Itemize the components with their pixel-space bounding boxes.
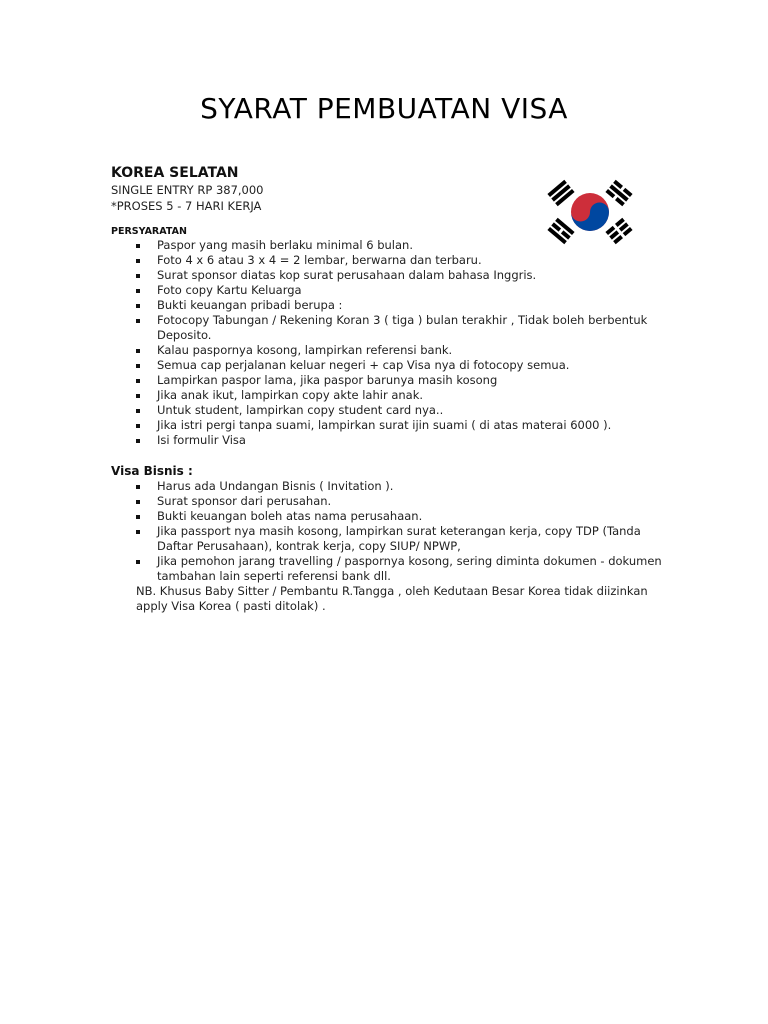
bullet-icon: [136, 379, 140, 383]
list-item-text: Surat sponsor diatas kop surat perusahaan dalam bahasa Inggris.: [157, 268, 537, 282]
list-item-text: Bukti keuangan pribadi berupa :: [157, 298, 343, 312]
bullet-icon: [136, 515, 140, 519]
bullet-icon: [136, 244, 140, 248]
list-item-text: Surat sponsor dari perusahan.: [157, 494, 332, 508]
list-item: [136, 554, 676, 584]
list-item: [136, 403, 676, 418]
taeguk-symbol: [571, 193, 609, 231]
bullet-icon: [136, 500, 140, 504]
bullet-icon: [136, 394, 140, 398]
trigram-geon: [547, 180, 574, 206]
list-item-text: Semua cap perjalanan keluar negeri + cap Visa nya di fotocopy semua.: [157, 358, 570, 372]
list-item: [136, 268, 676, 283]
price-line: SINGLE ENTRY RP 387,000: [111, 183, 264, 197]
business-visa-heading: Visa Bisnis :: [111, 464, 193, 478]
bullet-icon: [136, 439, 140, 443]
trigram-gam: [605, 180, 632, 206]
list-item: [136, 238, 676, 253]
bullet-icon: [136, 530, 140, 534]
list-item-text: Isi formulir Visa: [157, 433, 246, 447]
list-item: [136, 418, 676, 433]
list-item-text: Jika passport nya masih kosong, lampirkan surat keterangan kerja, copy TDP (Tanda Daftar Perusahaan), kontrak kerja, copy SIUP/ NPWP,: [157, 524, 641, 553]
list-item: [136, 253, 676, 268]
list-item: [136, 343, 676, 358]
bullet-icon: [136, 304, 140, 308]
bullet-icon: [136, 259, 140, 263]
list-item: [136, 433, 676, 448]
document-title: SYARAT PEMBUATAN VISA: [200, 92, 568, 125]
list-item-text: Paspor yang masih berlaku minimal 6 bulan.: [157, 238, 413, 252]
list-item: [136, 283, 676, 298]
business-requirements-list: [136, 479, 676, 584]
list-item-text: Foto 4 x 6 atau 3 x 4 = 2 lembar, berwarna dan terbaru.: [157, 253, 482, 267]
bullet-icon: [136, 485, 140, 489]
bullet-icon: [136, 289, 140, 293]
list-item-text: Harus ada Undangan Bisnis ( Invitation ).: [157, 479, 394, 493]
list-item-text: Lampirkan paspor lama, jika paspor barunya masih kosong: [157, 373, 498, 387]
list-item: [136, 524, 676, 554]
bullet-icon: [136, 364, 140, 368]
bullet-icon: [136, 319, 140, 323]
list-item: [136, 313, 676, 343]
list-item-text: Kalau paspornya kosong, lampirkan referensi bank.: [157, 343, 453, 357]
list-item: [136, 494, 676, 509]
requirements-heading: PERSYARATAN: [111, 226, 187, 237]
note-paragraph: NB. Khusus Baby Sitter / Pembantu R.Tangga , oleh Kedutaan Besar Korea tidak diizinkan apply Visa Korea ( pasti ditolak) .: [136, 584, 648, 613]
bullet-icon: [136, 274, 140, 278]
list-item: [136, 479, 676, 494]
list-item: [136, 388, 676, 403]
list-item-text: Jika anak ikut, lampirkan copy akte lahir anak.: [157, 388, 424, 402]
bullet-icon: [136, 409, 140, 413]
list-item-text: Jika pemohon jarang travelling / paspornya kosong, sering diminta dokumen - dokumen tambahan lain seperti referensi bank dll.: [157, 554, 662, 583]
list-item-text: Jika istri pergi tanpa suami, lampirkan surat ijin suami ( di atas materai 6000 ).: [157, 418, 612, 432]
bullet-icon: [136, 424, 140, 428]
bullet-icon: [136, 560, 140, 564]
list-item-text: Foto copy Kartu Keluarga: [157, 283, 302, 297]
list-item-text: Fotocopy Tabungan / Rekening Koran 3 ( tiga ) bulan terakhir , Tidak boleh berbentuk Deposito.: [157, 313, 648, 342]
list-item: [136, 298, 676, 313]
list-item-text: Untuk student, lampirkan copy student card nya..: [157, 403, 444, 417]
list-item-text: Bukti keuangan boleh atas nama perusahaan.: [157, 509, 423, 523]
list-item: [136, 358, 676, 373]
bullet-icon: [136, 349, 140, 353]
country-heading: KOREA SELATAN: [111, 165, 239, 181]
process-time: *PROSES 5 - 7 HARI KERJA: [111, 199, 262, 213]
list-item: [136, 373, 676, 388]
requirements-list: [136, 238, 676, 448]
list-item: [136, 509, 676, 524]
